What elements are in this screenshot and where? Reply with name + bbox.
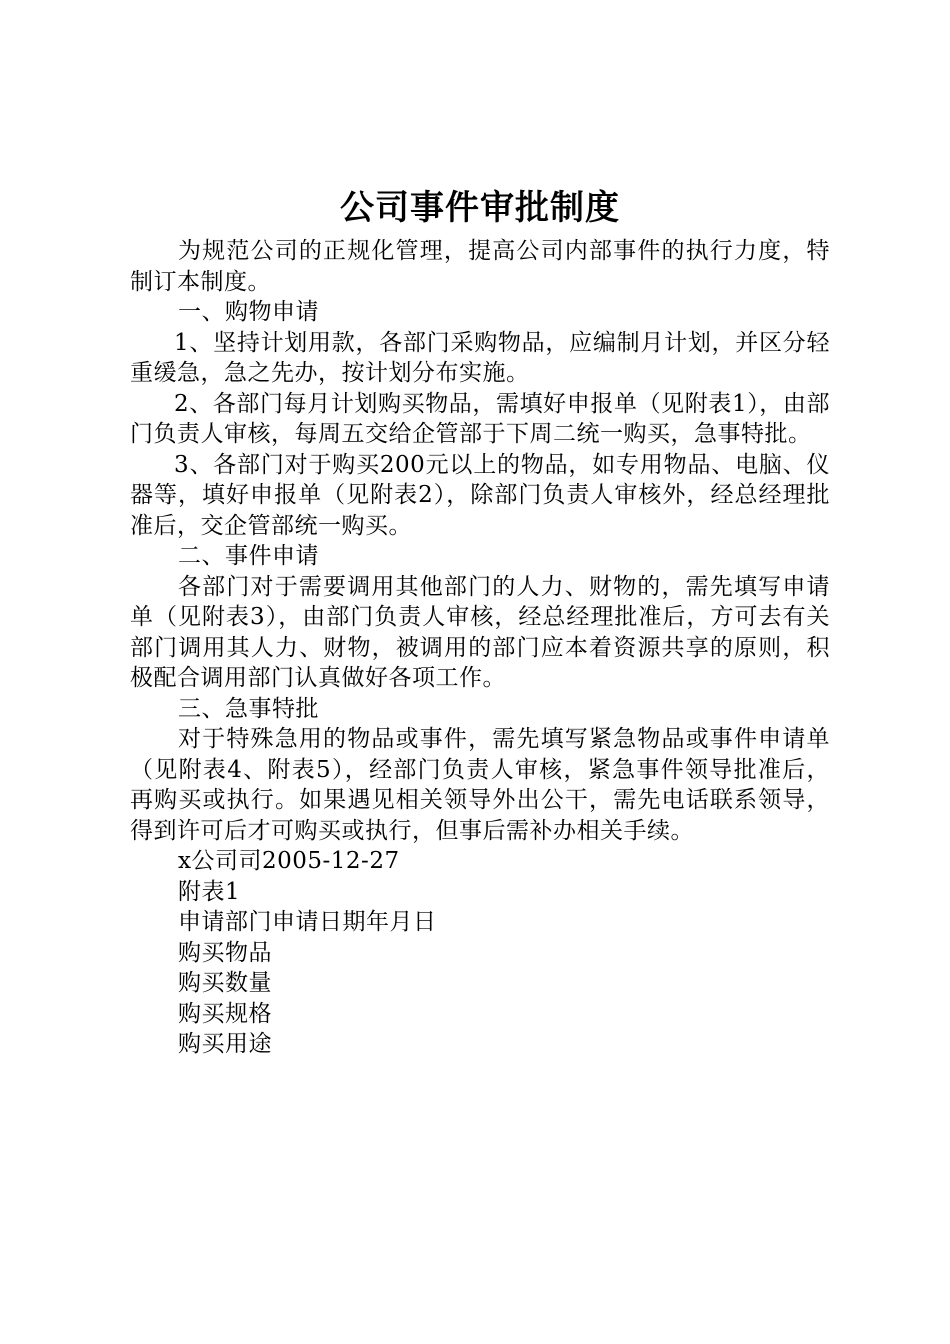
section2-heading: 二、事件申请	[178, 543, 319, 569]
document-title: 公司事件审批制度	[340, 188, 620, 228]
section1-heading: 一、购物申请	[178, 299, 319, 325]
signature-line: x公司司2005-12-27	[178, 848, 400, 874]
appendix-row-purpose: 购买用途	[178, 1031, 272, 1057]
appendix-row-item: 购买物品	[178, 939, 272, 966]
section1-item2: 2、各部门每月计划购买物品，需填好申报单（见附表1），由部门负责人审核，每周五交给企管部于下周二统一购买，急事特批。	[130, 390, 830, 447]
appendix-label: 附表1	[178, 878, 241, 905]
section3-heading: 三、急事特批	[178, 695, 319, 722]
appendix-row-quantity: 购买数量	[178, 970, 272, 996]
appendix-row-spec: 购买规格	[178, 1000, 272, 1027]
section1-item3: 3、各部门对于购买200元以上的物品，如专用物品、电脑、仪器等，填好申报单（见附表2），除部门负责人审核外，经总经理批准后，交企管部统一购买。	[130, 451, 830, 539]
document-page	[130, 180, 830, 1060]
section2-body: 各部门对于需要调用其他部门的人力、财物的，需先填写申请单（见附表3），由部门负责人审核，经总经理批准后，方可去有关部门调用其人力、财物，被调用的部门应本着资源共享的原则，积极配合调用部门认真做好各项工作。	[130, 573, 830, 691]
appendix-row-department-date: 申请部门申请日期年月日	[178, 909, 437, 935]
section1-item1: 1、坚持计划用款，各部门采购物品，应编制月计划，并区分轻重缓急，急之先办，按计划分布实施。	[130, 329, 830, 386]
intro-paragraph: 为规范公司的正规化管理，提高公司内部事件的执行力度，特制订本制度。	[130, 238, 830, 295]
section3-body: 对于特殊急用的物品或事件，需先填写紧急物品或事件申请单（见附表4、附表5），经部门负责人审核，紧急事件领导批准后，再购买或执行。如果遇见相关领导外出公干，需先电话联系领导，得到许可后才可购买或执行，但事后需补办相关手续。	[130, 726, 830, 844]
